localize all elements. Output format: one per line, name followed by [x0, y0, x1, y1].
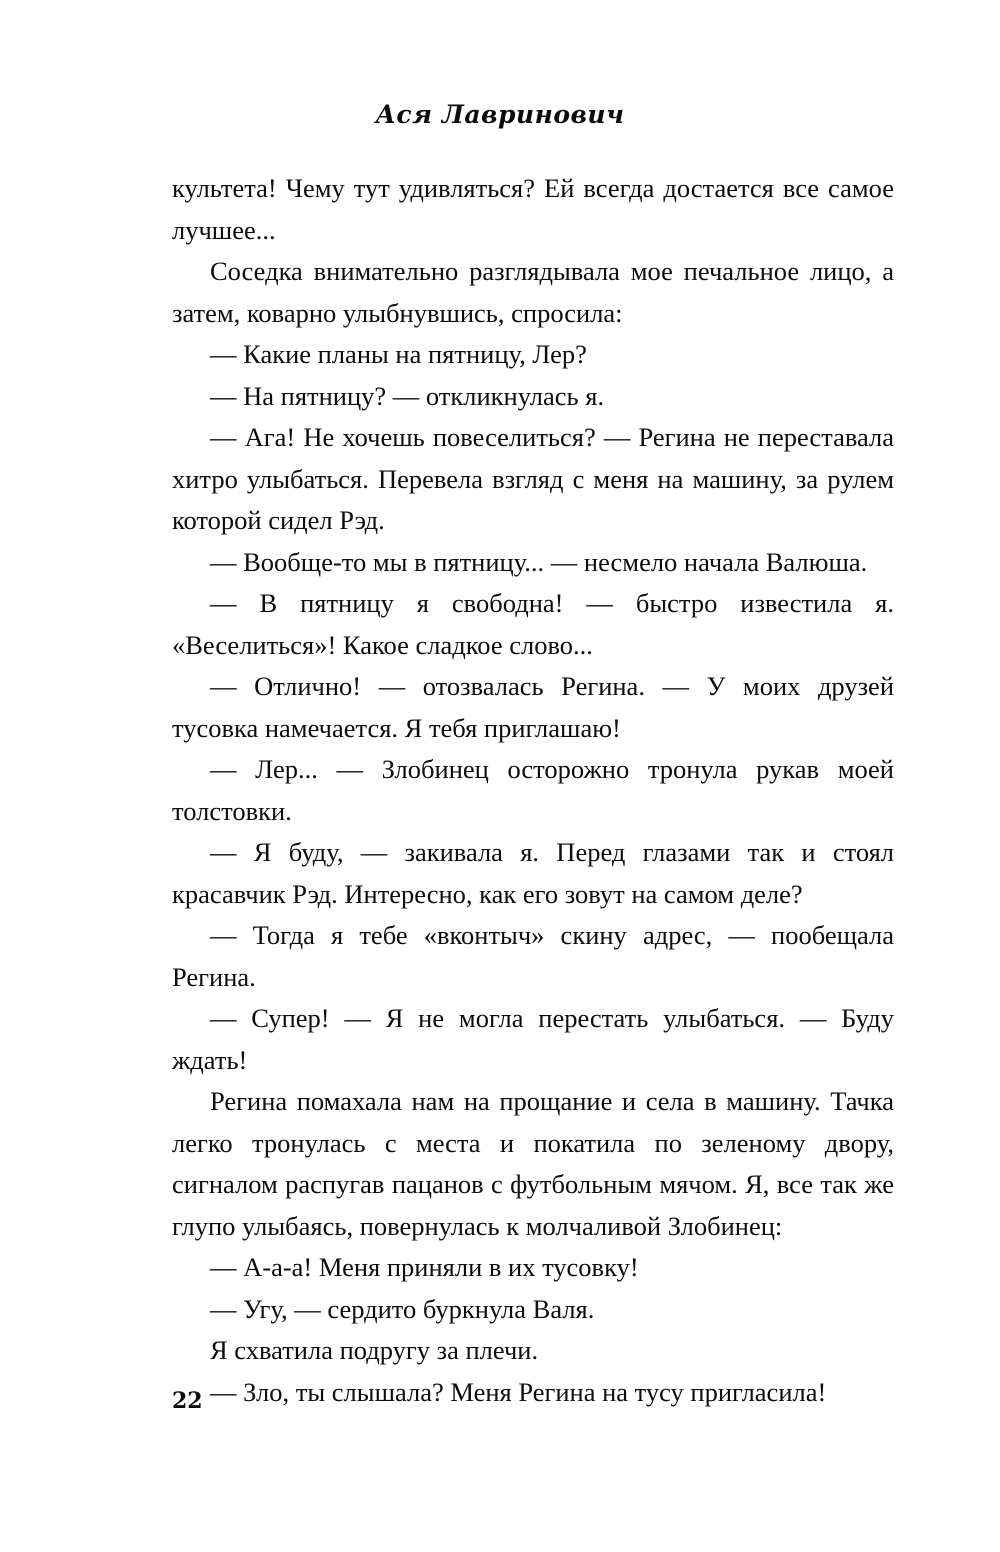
paragraph: — Зло, ты слышала? Меня Регина на тусу пригласила! — [210, 1376, 827, 1407]
paragraph: — Тогда я тебе «вконтыч» скину адрес, — пообещала Регина. — [172, 920, 894, 992]
paragraph: Соседка внимательно разглядывала мое печальное лицо, а затем, коварно улыбнувшись, спросила: — [172, 256, 894, 328]
paragraph: — В пятницу я свободна! — быстро известила я. «Веселиться»! Какое сладкое слово... — [172, 588, 894, 660]
paragraph: культета! Чему тут удивляться? Ей всегда достается все самое лучшее... — [172, 173, 894, 245]
paragraph: — Я буду, — закивала я. Перед глазами так и стоял красавчик Рэд. Интересно, как его зовут на самом деле? — [172, 837, 894, 909]
paragraph: — Супер! — Я не могла перестать улыбаться. — Буду ждать! — [172, 1003, 894, 1075]
page-number: 22 — [172, 1388, 203, 1414]
paragraph: — Отлично! — отозвалась Регина. — У моих друзей тусовка намечается. Я тебя приглашаю! — [172, 671, 894, 743]
running-head-author: Ася Лавринович — [375, 100, 625, 129]
paragraph: — Лер... — Злобинец осторожно тронула рукав моей толстовки. — [172, 754, 894, 826]
paragraph: — Какие планы на пятницу, Лер? — [210, 339, 587, 369]
paragraph: — Ага! Не хочешь повеселиться? — Регина не переставала хитро улыбаться. Перевела взгляд с меня на машину, за рулем которой сидел Рэд. — [172, 422, 894, 535]
paragraph: Я схватила подругу за плечи. — [210, 1335, 539, 1365]
paragraph: — На пятницу? — откликнулась я. — [210, 380, 605, 411]
paragraph: — Угу, — сердито буркнула Валя. — [210, 1293, 595, 1324]
paragraph: — Вообще-то мы в пятницу... — несмело начала Валюша. — [210, 546, 868, 577]
paragraph: — А-а-а! Меня приняли в их тусовку! — [210, 1252, 639, 1282]
paragraph: Регина помахала нам на прощание и села в машину. Тачка легко тронулась с места и покатила по зеленому двору, сигналом распугав пацанов с футбольным мячом. Я, все так же глупо улыбаясь, повернулась к молчаливой Злобинец: — [172, 1086, 894, 1241]
page-body-text — [172, 168, 894, 1413]
